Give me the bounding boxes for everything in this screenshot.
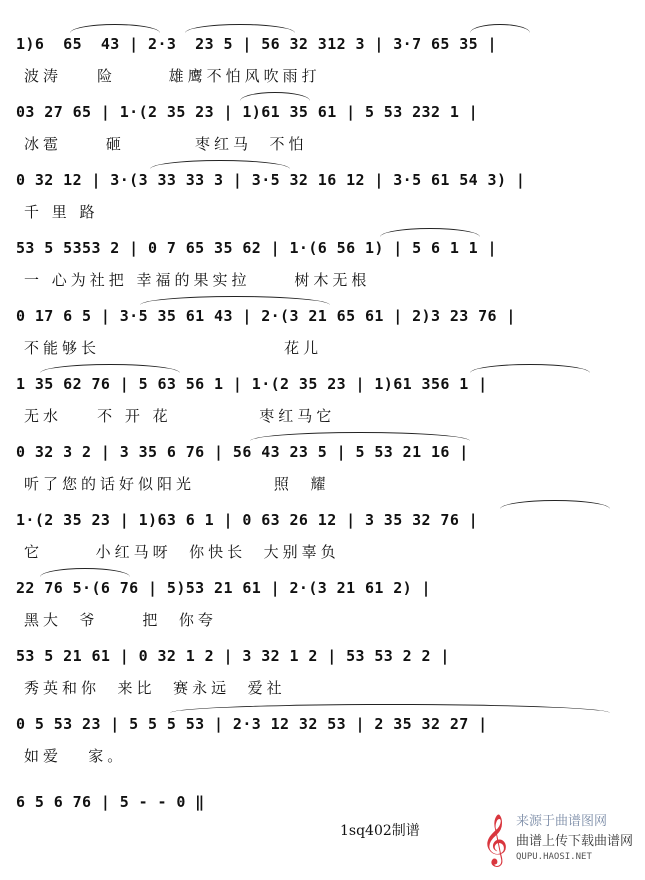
lyric-line: 它 小红马呀 你快长 大别辜负 xyxy=(24,543,340,561)
watermark-line-2: 曲谱上传下载曲谱网 xyxy=(516,834,634,849)
lyric-line: 波涛 险 雄鹰不怕风吹雨打 xyxy=(24,67,321,85)
notation-line: 1·(2 35 23 | 1)63 6 1 | 0 63 26 12 | 3 35 32 76 | xyxy=(16,511,479,529)
slur xyxy=(70,24,160,33)
lyric-line: 不能够长 花儿 xyxy=(24,339,323,357)
notation-line: 03 27 65 | 1·(2 35 23 | 1)61 35 61 | 5 53 232 1 | xyxy=(16,103,479,121)
notation-line: 0 5 53 23 | 5 5 5 53 | 2·3 12 32 53 | 2 35 32 27 | xyxy=(16,715,488,733)
score-line-6 xyxy=(0,370,645,438)
notation-line: 0 32 12 | 3·(3 33 33 3 | 3·5 32 16 12 | 3·5 61 54 3) | xyxy=(16,171,526,189)
lyric-line: 一 心为社把 幸福的果实拉 树木无根 xyxy=(24,271,371,289)
notation-line: 0 32 3 2 | 3 35 6 76 | 56 43 23 5 | 5 53 21 16 | xyxy=(16,443,469,461)
treble-clef-icon: 𝄞 xyxy=(482,814,509,865)
notation-line: 6 5 6 76 | 5 - - 0 ‖ xyxy=(16,793,205,811)
score-line-11 xyxy=(0,710,645,778)
notation-line: 0 17 6 5 | 3·5 35 61 43 | 2·(3 21 65 61 | 2)3 23 76 | xyxy=(16,307,516,325)
score-line-8 xyxy=(0,506,645,574)
watermark-line-1: 来源于曲谱图网 xyxy=(516,814,608,829)
lyric-line: 黑大 爷 把 你夸 xyxy=(24,611,217,629)
lyric-line: 听了您的话好似阳光 照 耀 xyxy=(24,475,330,493)
notation-line: 1 35 62 76 | 5 63 56 1 | 1·(2 35 23 | 1)61 356 1 | xyxy=(16,375,488,393)
score-line-1 xyxy=(0,30,645,98)
score-line-2 xyxy=(0,98,645,166)
lyric-line: 秀英和你 来比 赛永远 爱社 xyxy=(24,679,286,697)
lyric-line: 如爱 家。 xyxy=(24,747,127,765)
lyric-line: 冰雹 砸 枣红马 不怕 xyxy=(24,135,308,153)
score-line-10 xyxy=(0,642,645,710)
score-line-7 xyxy=(0,438,645,506)
notation-line: 53 5 21 61 | 0 32 1 2 | 3 32 1 2 | 53 53 2 2 | xyxy=(16,647,450,665)
slur xyxy=(470,24,530,33)
site-watermark xyxy=(482,808,642,874)
score-line-5 xyxy=(0,302,645,370)
score-line-4 xyxy=(0,234,645,302)
notation-line: 53 5 5353 2 | 0 7 65 35 62 | 1·(6 56 1) | 5 6 1 1 | xyxy=(16,239,497,257)
transcriber-credit: 1sq402制谱 xyxy=(340,823,420,839)
score-line-9 xyxy=(0,574,645,642)
score-line-3 xyxy=(0,166,645,234)
lyric-line: 无水 不 开 花 枣红马它 xyxy=(24,407,336,425)
notation-line: 1)6 65 43 | 2·3 23 5 | 56 32 312 3 | 3·7 65 35 | xyxy=(16,35,497,53)
slur xyxy=(185,24,295,33)
lyric-line: 千 里 路 xyxy=(24,203,99,221)
watermark-line-3: QUPU.HAOSI.NET xyxy=(516,852,592,862)
notation-line: 22 76 5·(6 76 | 5)53 21 61 | 2·(3 21 61 2) | xyxy=(16,579,431,597)
